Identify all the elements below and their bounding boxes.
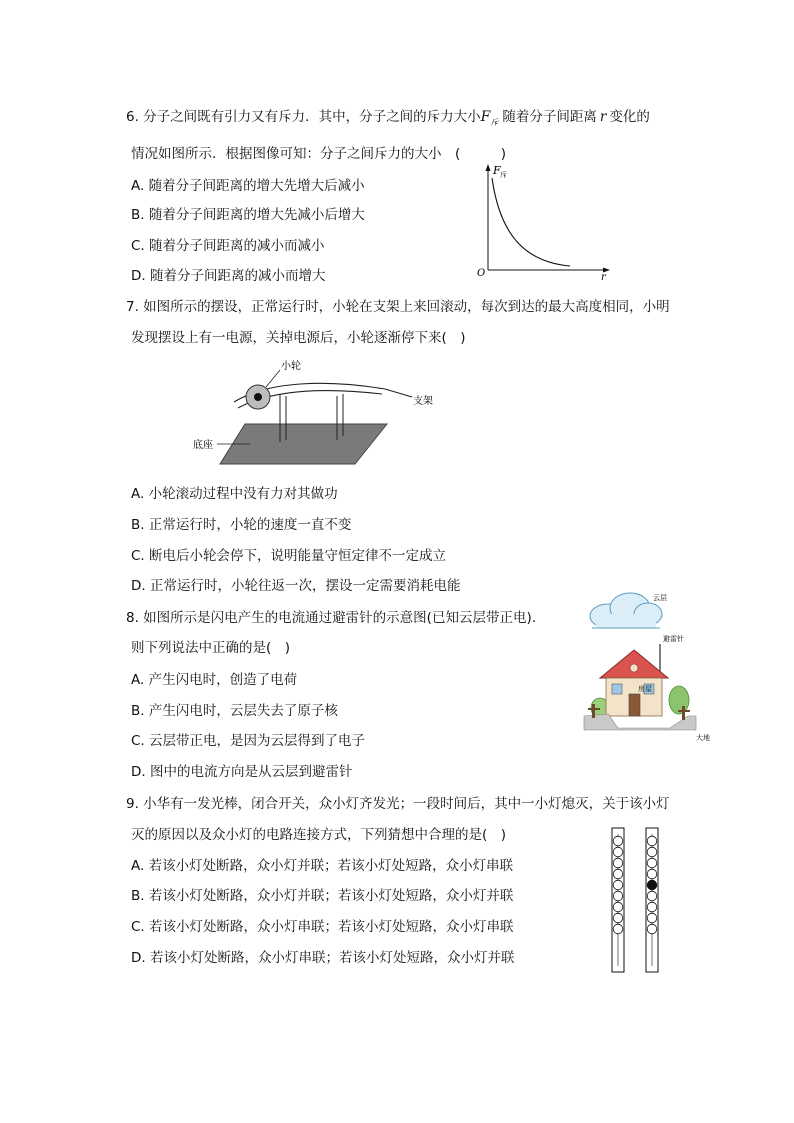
graph-y-label: F (493, 164, 501, 177)
q6-option-d[interactable]: D. 随着分子间距离的减小而增大 (131, 268, 326, 284)
q6-stem-part3: 变化的 (609, 109, 650, 125)
q9-option-a[interactable]: A. 若该小灯处断路，众小灯并联；若该小灯处短路，众小灯串联 (131, 858, 514, 874)
q8-lightning-rod-figure (578, 588, 718, 748)
q7-option-a[interactable]: A. 小轮滚动过程中没有力对其做功 (131, 486, 338, 502)
ground-label: 大地 (696, 734, 710, 742)
q6-symbol-F: F (480, 109, 491, 125)
q8-stem-line1: 8. 如图所示是闪电产生的电流通过避雷针的示意图(已知云层带正电). (126, 610, 536, 626)
glow-stick-right-icon (646, 828, 658, 972)
q8-stem-line2: 则下列说法中正确的是( ) (131, 640, 291, 656)
cloud-label: 云层 (653, 594, 667, 602)
rod-label: 避雷针 (663, 635, 684, 643)
q7-stem-line1: 7. 如图所示的摆设，正常运行时，小轮在支架上来回滚动，每次到达的最大高度相同，小明 (126, 299, 670, 315)
q8-option-a[interactable]: A. 产生闪电时，创造了电荷 (131, 672, 298, 688)
q6-option-a[interactable]: A. 随着分子间距离的增大先增大后减小 (131, 178, 365, 194)
cloud-icon (590, 593, 662, 628)
q6-symbol-F-subscript: 斥 (490, 118, 499, 127)
q7-option-c[interactable]: C. 断电后小轮会停下，说明能量守恒定律不一定成立 (131, 548, 447, 564)
house-icon (600, 650, 668, 716)
graph-y-subscript: 斥 (500, 171, 507, 179)
q6-stem-line1 (126, 107, 650, 133)
graph-origin-label: O (477, 268, 486, 279)
q7-stem-line2: 发现摆设上有一电源，关掉电源后，小轮逐渐停下来( ) (131, 330, 466, 346)
q9-stem-line1: 9. 小华有一发光棒，闭合开关，众小灯齐发光；一段时间后，其中一小灯熄灭，关于该小灯 (126, 796, 670, 812)
q9-option-b[interactable]: B. 若该小灯处断路，众小灯并联；若该小灯处短路，众小灯并联 (131, 888, 514, 904)
base-label: 底座 (193, 440, 213, 451)
q6-option-b[interactable]: B. 随着分子间距离的增大先减小后增大 (131, 207, 365, 223)
frame-label: 支架 (413, 396, 433, 407)
house-label: 房屋 (638, 685, 652, 693)
q6-symbol-r: r (599, 109, 607, 125)
q9-glow-stick-figure (606, 826, 666, 976)
q6-stem-part2: 随着分子间距离 (502, 109, 597, 125)
glow-stick-left-icon (612, 828, 624, 972)
q8-option-c[interactable]: C. 云层带正电，是因为云层得到了电子 (131, 733, 366, 749)
q7-option-d[interactable]: D. 正常运行时，小轮往返一次，摆设一定需要消耗电能 (131, 578, 461, 594)
wheel-label: 小轮 (281, 361, 301, 372)
q6-option-c[interactable]: C. 随着分子间距离的减小而减小 (131, 238, 325, 254)
q6-stem-line2: 情况如图所示．根据图像可知：分子之间斥力的大小 ( ) (131, 146, 507, 162)
q8-option-d[interactable]: D. 图中的电流方向是从云层到避雷针 (131, 764, 353, 780)
q7-rolling-wheel-figure (190, 354, 450, 469)
q9-option-d[interactable]: D. 若该小灯处断路，众小灯串联；若该小灯处短路，众小灯并联 (131, 950, 515, 966)
graph-x-label: r (601, 272, 606, 280)
q6-repulsion-force-graph (470, 160, 615, 280)
q9-option-c[interactable]: C. 若该小灯处断路，众小灯串联；若该小灯处短路，众小灯串联 (131, 919, 514, 935)
q9-stem-line2: 灭的原因以及众小灯的电路连接方式，下列猜想中合理的是( ) (131, 827, 507, 843)
q7-option-b[interactable]: B. 正常运行时，小轮的速度一直不变 (131, 517, 352, 533)
q6-stem-part1: 6. 分子之间既有引力又有斥力．其中，分子之间的斥力大小 (126, 109, 481, 125)
q8-option-b[interactable]: B. 产生闪电时，云层失去了原子核 (131, 703, 338, 719)
unlit-bulb-icon (647, 880, 657, 890)
